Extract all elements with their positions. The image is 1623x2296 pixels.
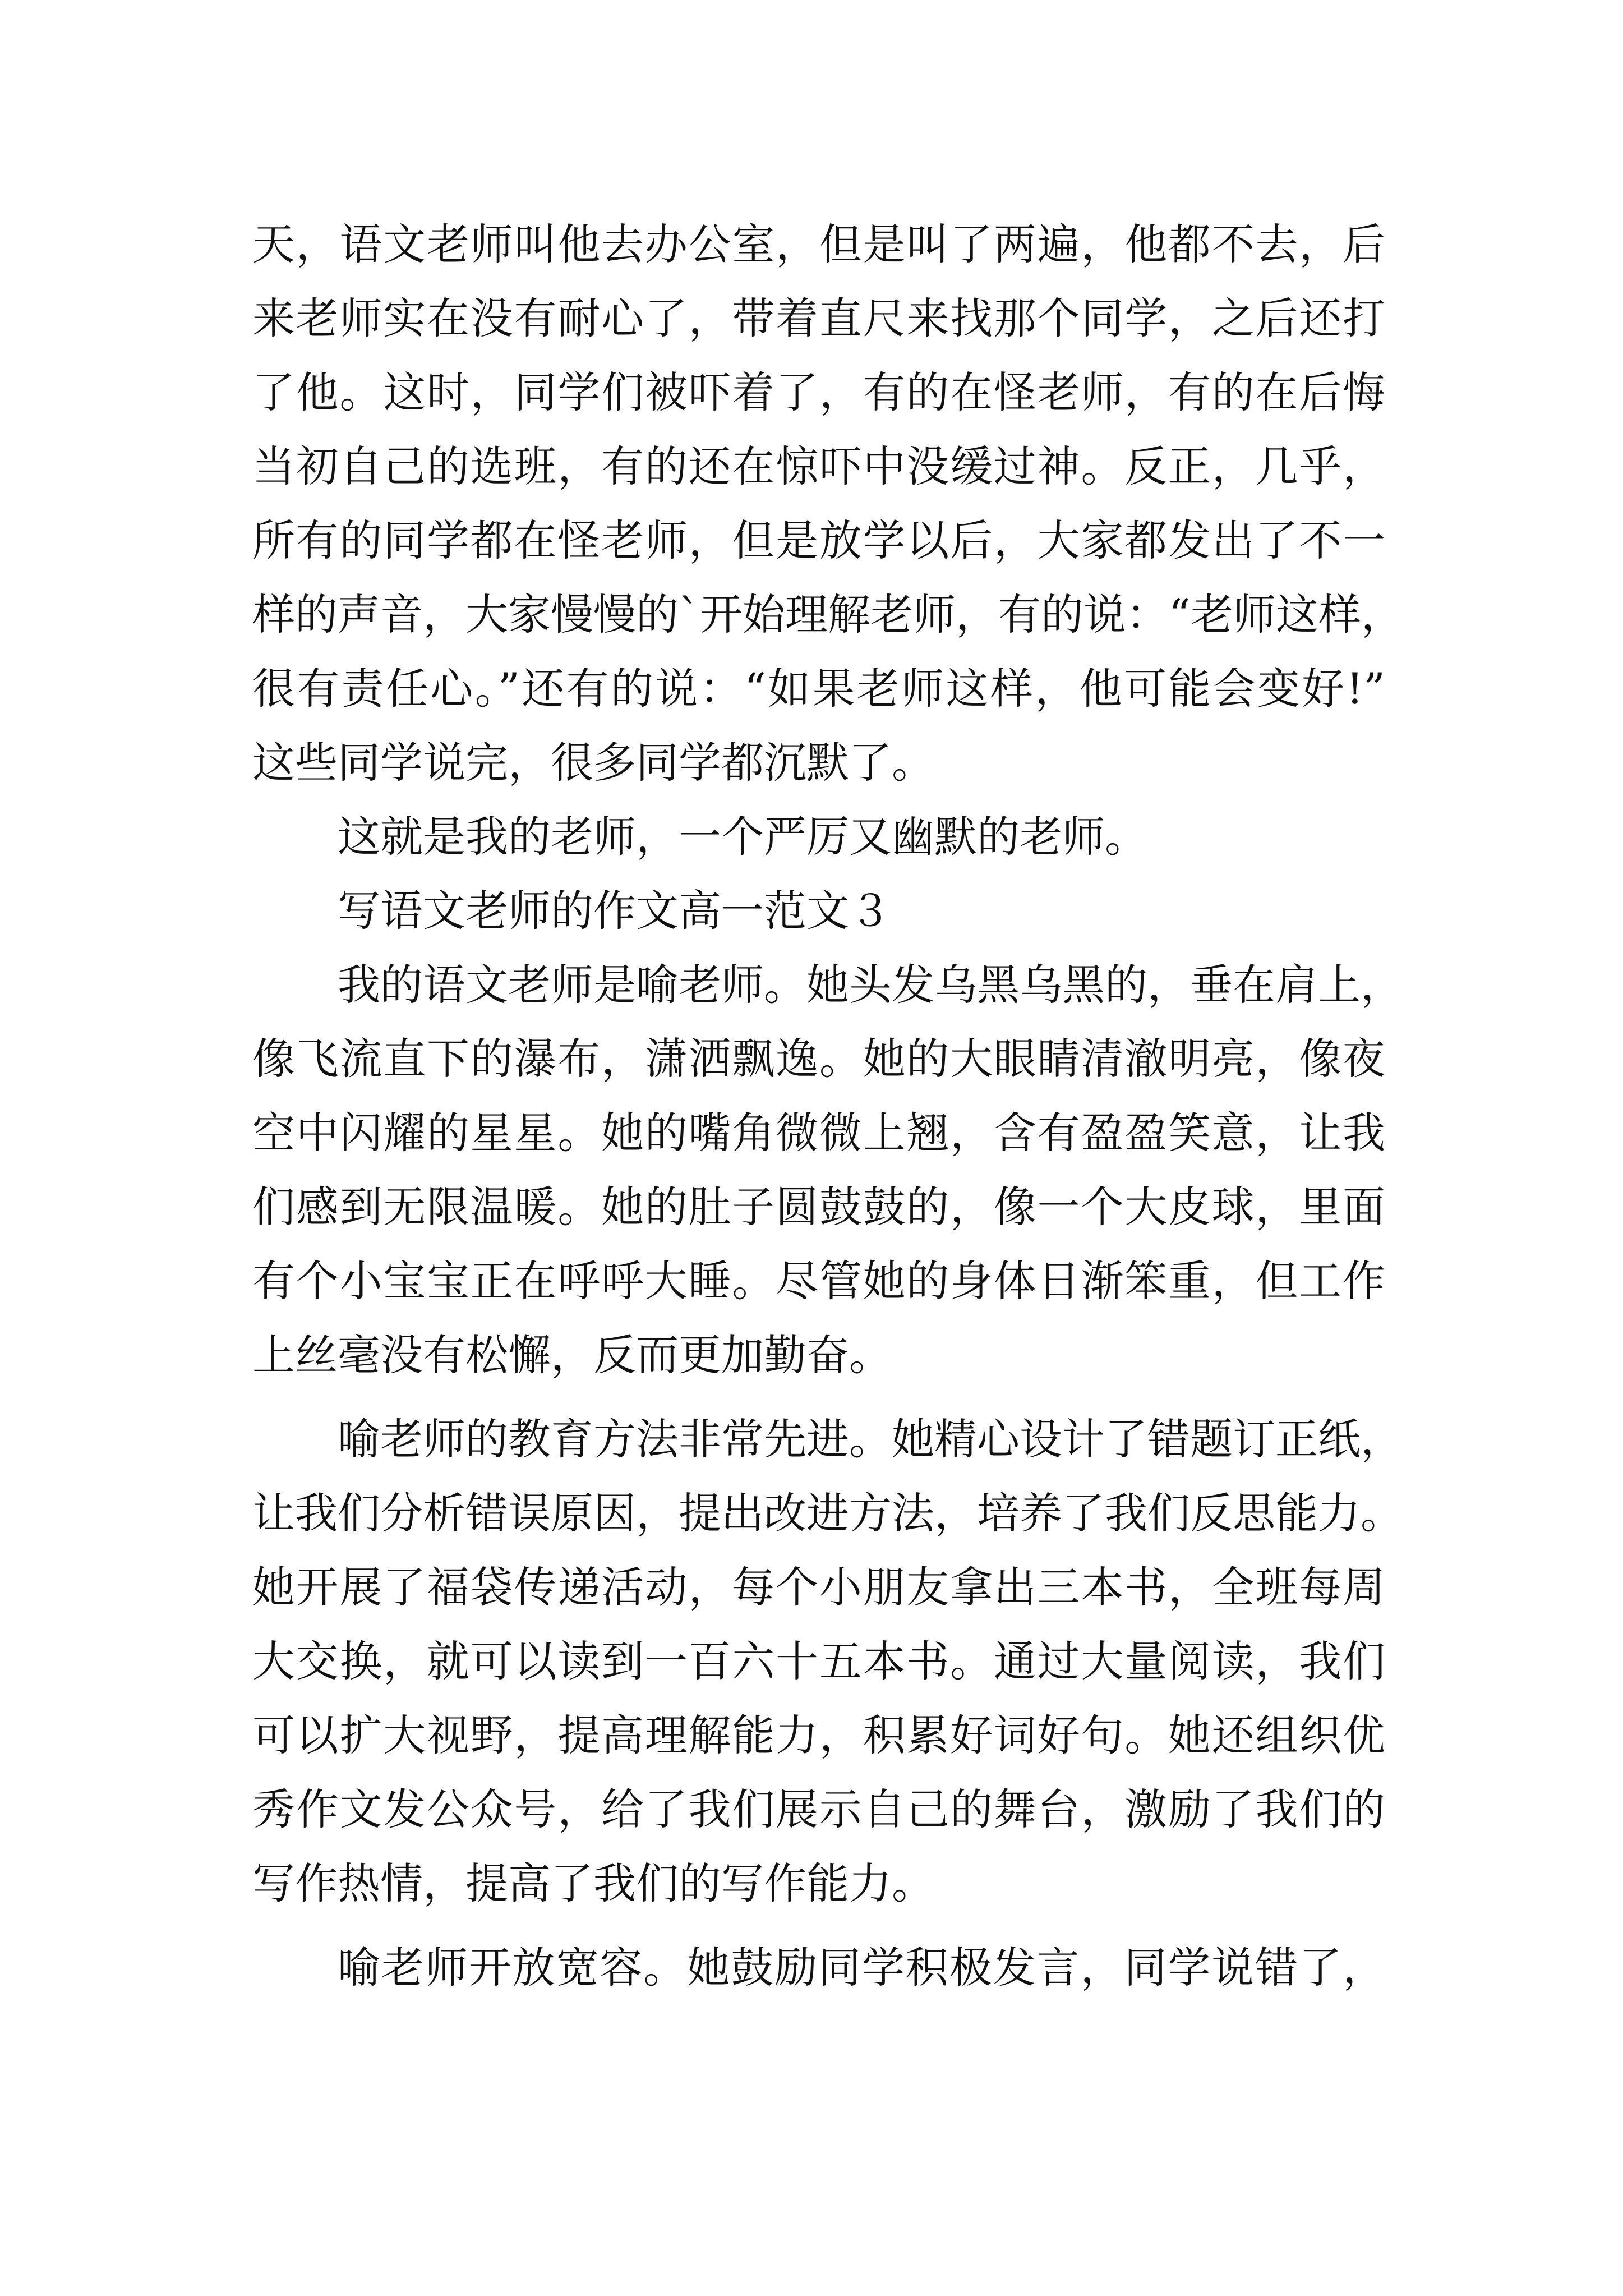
text-line: 当初自己的选班，有的还在惊吓中没缓过神。反正，几乎，	[252, 441, 1385, 491]
paragraph-gap	[252, 1392, 1385, 1402]
text-line: 这就是我的老师，一个严厉又幽默的老师。	[338, 812, 1147, 862]
text-line: 这些同学说完，很多同学都沉默了。	[252, 738, 934, 788]
text-line: 所有的同学都在怪老师，但是放学以后，大家都发出了不一	[252, 516, 1385, 565]
text-line: 大交换，就可以读到一百六十五本书。通过大量阅读，我们	[252, 1636, 1385, 1686]
document-body	[252, 208, 1404, 2005]
text-line: 空中闪耀的星星。她的嘴角微微上翘，含有盈盈笑意，让我	[252, 1108, 1385, 1158]
text-line: 有个小宝宝正在呼呼大睡。尽管她的身体日渐笨重，但工作	[252, 1256, 1385, 1306]
text-line: 样的声音，大家慢慢的`开始理解老师，有的说：“老师这样，	[252, 590, 1404, 639]
text-line: 天，语文老师叫他去办公室，但是叫了两遍，他都不去，后	[252, 219, 1385, 269]
text-line: 秀作文发公众号，给了我们展示自己的舞台，激励了我们的	[252, 1784, 1385, 1834]
section-heading: 写语文老师的作文高一范文３	[338, 886, 892, 936]
text-line: 来老师实在没有耐心了，带着直尺来找那个同学，之后还打	[252, 293, 1385, 343]
text-line: 像飞流直下的瀑布，潇洒飘逸。她的大眼睛清澈明亮，像夜	[252, 1034, 1385, 1084]
text-line: 上丝毫没有松懈，反而更加勤奋。	[252, 1330, 892, 1380]
paragraph-gap	[252, 1921, 1385, 1931]
text-line: 很有责任心。”还有的说：“如果老师这样，他可能会变好!”	[252, 664, 1385, 714]
text-line: 们感到无限温暖。她的肚子圆鼓鼓的，像一个大皮球，里面	[252, 1182, 1385, 1232]
text-line: 写作热情，提高了我们的写作能力。	[252, 1858, 934, 1908]
text-line: 可以扩大视野，提高理解能力，积累好词好句。她还组织优	[252, 1710, 1385, 1760]
text-line: 喻老师开放宽容。她鼓励同学积极发言，同学说错了，	[338, 1943, 1385, 1993]
text-line: 了他。这时，同学们被吓着了，有的在怪老师，有的在后悔	[252, 367, 1385, 417]
text-line: 喻老师的教育方法非常先进。她精心设计了错题订正纸，	[338, 1414, 1403, 1464]
text-line: 让我们分析错误原因，提出改进方法，培养了我们反思能力。	[252, 1488, 1403, 1538]
text-line: 她开展了福袋传递活动，每个小朋友拿出三本书，全班每周	[252, 1562, 1385, 1612]
text-line: 我的语文老师是喻老师。她头发乌黑乌黑的，垂在肩上，	[338, 960, 1403, 1010]
